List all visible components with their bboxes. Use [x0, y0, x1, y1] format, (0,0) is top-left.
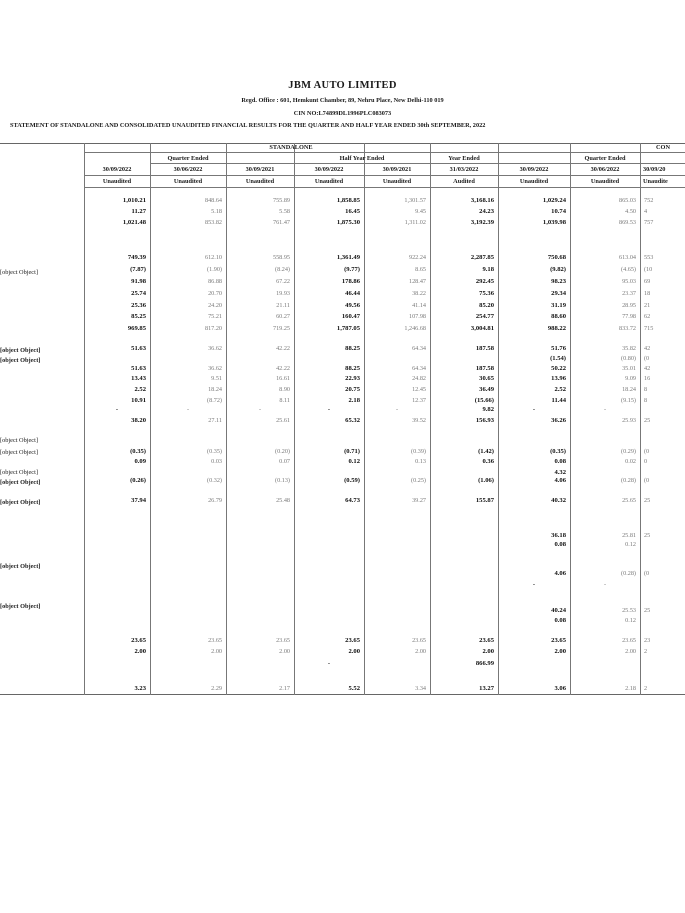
- table-cell: (0.25): [411, 477, 426, 484]
- table-cell: 23.65: [131, 637, 146, 644]
- table-cell: 8: [644, 386, 648, 393]
- table-cell: 8.65: [415, 266, 426, 273]
- table-cell: (1.90): [207, 266, 222, 273]
- table-cell: 51.76: [551, 345, 566, 352]
- table-cell: 10.91: [131, 397, 146, 404]
- cin-number: CIN NO:L74899DL1996PLC083073: [293, 110, 392, 117]
- table-cell: 750.68: [547, 254, 566, 261]
- column-divider: [226, 143, 227, 695]
- table-cell: (0.13): [275, 477, 290, 484]
- table-cell: 9.09: [625, 375, 636, 382]
- table-cell: 0.08: [554, 541, 566, 548]
- table-cell: 85.20: [479, 302, 494, 309]
- table-cell: (0: [644, 477, 650, 484]
- table-cell: 13.43: [131, 375, 146, 382]
- table-cell: 23.65: [276, 637, 290, 644]
- table-cell: 40.32: [551, 497, 566, 504]
- row-label: [object Object]: [0, 269, 38, 276]
- table-cell: 36.26: [551, 417, 566, 424]
- table-cell: 12.45: [412, 386, 426, 393]
- table-cell: 5.52: [348, 685, 360, 692]
- table-cell: 18.24: [208, 386, 222, 393]
- table-cell: (0: [644, 448, 650, 455]
- table-cell: (9.82): [550, 266, 566, 273]
- table-cell: 77.98: [622, 313, 636, 320]
- table-cell: 1,010.21: [122, 197, 146, 204]
- table-cell: 9.82: [482, 406, 494, 413]
- table-cell: 20.70: [208, 290, 222, 297]
- table-cell: 2.52: [134, 386, 146, 393]
- table-cell: 2.29: [211, 685, 222, 692]
- registered-office: Regd. Office : 601, Hemkunt Chamber, 89, Nehru Place, New Delhi-110 019: [241, 97, 444, 104]
- table-cell: 65.32: [345, 417, 360, 424]
- table-cell: 35.82: [622, 345, 636, 352]
- table-cell: 0.36: [482, 458, 494, 465]
- table-cell: 848.64: [204, 197, 222, 204]
- table-cell: 4: [644, 208, 648, 215]
- table-cell: 42: [644, 365, 651, 372]
- table-cell: 11.44: [551, 397, 566, 404]
- date-header: 30/09/2022: [314, 166, 344, 173]
- table-cell: 749.39: [127, 254, 146, 261]
- table-cell: 25: [644, 532, 651, 539]
- column-divider: [84, 143, 85, 695]
- table-cell: -: [603, 406, 607, 413]
- table-cell: 922.24: [408, 254, 426, 261]
- table-cell: 86.88: [208, 278, 222, 285]
- row-label: [object Object]: [0, 499, 41, 506]
- date-header: 30/06/2022: [173, 166, 203, 173]
- table-cell: 865.03: [618, 197, 636, 204]
- table-cell: 51.63: [131, 365, 146, 372]
- table-cell: (0.59): [344, 477, 360, 484]
- status-header: Unaudited: [173, 178, 203, 185]
- date-header: 31/03/2022: [449, 166, 479, 173]
- table-cell: 64.34: [412, 345, 426, 352]
- table-cell: 9.51: [211, 375, 222, 382]
- header-rule: [84, 175, 685, 176]
- table-cell: 2.00: [279, 648, 290, 655]
- table-cell: 2.00: [415, 648, 426, 655]
- table-cell: 42: [644, 345, 651, 352]
- row-label: [object Object]: [0, 437, 38, 444]
- table-cell: 42.22: [276, 365, 290, 372]
- table-cell: (8.24): [275, 266, 290, 273]
- table-cell: 155.87: [475, 497, 494, 504]
- table-cell: 16.61: [276, 375, 290, 382]
- table-cell: 60.27: [276, 313, 290, 320]
- table-cell: (0.29): [621, 448, 636, 455]
- table-cell: 0.02: [625, 458, 636, 465]
- table-cell: 64.34: [412, 365, 426, 372]
- table-cell: 156.93: [475, 417, 494, 424]
- date-header: 30/09/2021: [245, 166, 275, 173]
- status-header: Unaudited: [519, 178, 549, 185]
- table-cell: 1,311.02: [404, 219, 426, 226]
- table-cell: 757: [644, 219, 654, 226]
- table-cell: -: [115, 406, 119, 413]
- table-cell: 51.63: [131, 345, 146, 352]
- table-cell: 0.08: [554, 458, 566, 465]
- table-cell: (0: [644, 570, 650, 577]
- status-header: Unaudited: [314, 178, 344, 185]
- table-cell: 2.18: [348, 397, 360, 404]
- table-cell: 0: [644, 458, 648, 465]
- table-cell: 1,246.68: [404, 325, 426, 332]
- table-cell: 0.12: [625, 541, 636, 548]
- table-cell: 18: [644, 290, 651, 297]
- table-cell: 128.47: [408, 278, 426, 285]
- row-label: [object Object]: [0, 479, 41, 486]
- date-header: 30/09/2021: [382, 166, 412, 173]
- company-name: JBM AUTO LIMITED: [288, 80, 397, 91]
- table-cell: 160.47: [341, 313, 360, 320]
- table-cell: (0.28): [621, 477, 636, 484]
- table-cell: 75.21: [208, 313, 222, 320]
- table-cell: 25.36: [131, 302, 146, 309]
- table-cell: 1,787.05: [336, 325, 360, 332]
- table-cell: 558.95: [272, 254, 290, 261]
- consolidated-heading: CON: [656, 144, 670, 151]
- table-cell: 2.00: [482, 648, 494, 655]
- table-cell: 1,021.48: [122, 219, 146, 226]
- table-cell: 187.58: [475, 345, 494, 352]
- table-cell: 88.60: [551, 313, 566, 320]
- table-cell: 869.53: [618, 219, 636, 226]
- table-cell: 2.00: [554, 648, 566, 655]
- table-cell: (0.35): [550, 448, 566, 455]
- table-cell: 853.82: [204, 219, 222, 226]
- table-cell: (0.35): [207, 448, 222, 455]
- group-half-year-ended: Half Year Ended: [339, 155, 385, 162]
- table-cell: (0.35): [130, 448, 146, 455]
- table-cell: -: [258, 406, 262, 413]
- table-cell: 25.93: [622, 417, 636, 424]
- table-cell: 69: [644, 278, 651, 285]
- table-cell: 2.18: [625, 685, 636, 692]
- table-cell: 9.18: [482, 266, 494, 273]
- table-cell: 969.85: [127, 325, 146, 332]
- table-cell: 0.13: [415, 458, 426, 465]
- table-cell: 38.20: [131, 417, 146, 424]
- table-cell: 2.00: [134, 648, 146, 655]
- date-header: 30/09/2022: [102, 166, 132, 173]
- table-cell: 30.65: [479, 375, 494, 382]
- table-cell: 4.50: [625, 208, 636, 215]
- table-cell: 36.18: [551, 532, 566, 539]
- row-label: [object Object]: [0, 449, 38, 456]
- table-cell: (1.06): [478, 477, 494, 484]
- table-cell: 1,361.49: [336, 254, 360, 261]
- status-header: Audited: [453, 178, 475, 185]
- table-cell: 26.79: [208, 497, 222, 504]
- table-cell: 23: [644, 637, 651, 644]
- table-cell: 2.00: [211, 648, 222, 655]
- table-cell: 10.74: [551, 208, 566, 215]
- table-cell: 988.22: [547, 325, 566, 332]
- table-cell: 64.73: [345, 497, 360, 504]
- table-cell: 755.89: [272, 197, 290, 204]
- table-cell: 40.24: [551, 607, 566, 614]
- table-bottom-border: [0, 694, 685, 695]
- table-cell: 0.07: [279, 458, 290, 465]
- table-cell: 35.01: [622, 365, 636, 372]
- status-header: Unaudited: [382, 178, 412, 185]
- date-header: 30/09/20: [643, 166, 666, 173]
- table-cell: 4.06: [554, 570, 566, 577]
- table-cell: 4.06: [554, 477, 566, 484]
- table-cell: 50.22: [551, 365, 566, 372]
- table-cell: 1,029.24: [542, 197, 566, 204]
- row-label: [object Object]: [0, 603, 41, 610]
- table-cell: 254.77: [475, 313, 494, 320]
- table-cell: -: [532, 581, 536, 588]
- table-cell: 13.27: [479, 685, 494, 692]
- table-cell: 28.95: [622, 302, 636, 309]
- table-cell: 91.98: [131, 278, 146, 285]
- table-cell: 24.82: [412, 375, 426, 382]
- table-cell: 16: [644, 375, 651, 382]
- table-cell: (0.32): [207, 477, 222, 484]
- table-cell: 36.62: [208, 345, 222, 352]
- table-cell: 292.45: [475, 278, 494, 285]
- table-cell: 23.65: [551, 637, 566, 644]
- table-cell: 37.94: [131, 497, 146, 504]
- table-cell: 553: [644, 254, 654, 261]
- header-rule: [150, 163, 685, 164]
- table-cell: 178.86: [341, 278, 360, 285]
- column-divider: [640, 143, 641, 695]
- table-cell: 39.27: [412, 497, 426, 504]
- table-cell: (4.65): [621, 266, 636, 273]
- table-cell: -: [532, 406, 536, 413]
- status-header: Unaudited: [102, 178, 132, 185]
- table-cell: 27.11: [208, 417, 222, 424]
- table-cell: (0.20): [275, 448, 290, 455]
- table-cell: 9.45: [415, 208, 426, 215]
- date-header: 30/09/2022: [519, 166, 549, 173]
- table-cell: 19.93: [276, 290, 290, 297]
- table-cell: (15.66): [474, 397, 494, 404]
- table-cell: 8.11: [279, 397, 290, 404]
- table-cell: 107.98: [408, 313, 426, 320]
- table-cell: 42.22: [276, 345, 290, 352]
- table-cell: 36.62: [208, 365, 222, 372]
- table-cell: (0: [644, 355, 650, 362]
- table-cell: 46.44: [345, 290, 360, 297]
- table-cell: 3.06: [554, 685, 566, 692]
- table-cell: 62: [644, 313, 651, 320]
- status-header: Unaudite: [643, 178, 668, 185]
- table-cell: 2.00: [625, 648, 636, 655]
- group-quarter-ended-consolidated: Quarter Ended: [584, 155, 626, 162]
- table-cell: 23.65: [622, 637, 636, 644]
- table-cell: 98.23: [551, 278, 566, 285]
- table-cell: 2,287.85: [470, 254, 494, 261]
- table-cell: (9.15): [621, 397, 636, 404]
- table-cell: 3.23: [134, 685, 146, 692]
- table-cell: 719.25: [272, 325, 290, 332]
- table-cell: (10: [644, 266, 653, 273]
- table-cell: (1.54): [550, 355, 566, 362]
- table-cell: 0.08: [554, 617, 566, 624]
- table-cell: 41.14: [412, 302, 426, 309]
- table-cell: 22.93: [345, 375, 360, 382]
- table-cell: -: [603, 581, 607, 588]
- column-divider: [364, 143, 365, 695]
- table-cell: 3,192.39: [470, 219, 494, 226]
- table-cell: 24.23: [479, 208, 494, 215]
- table-cell: 0.12: [348, 458, 360, 465]
- table-cell: -: [327, 660, 331, 667]
- table-cell: 16.45: [345, 208, 360, 215]
- status-header: Unaudited: [245, 178, 275, 185]
- table-cell: 25: [644, 417, 651, 424]
- table-cell: (7.87): [130, 266, 146, 273]
- table-cell: 1,039.98: [542, 219, 566, 226]
- row-label: [object Object]: [0, 357, 41, 364]
- table-cell: 39.52: [412, 417, 426, 424]
- table-cell: 8.90: [279, 386, 290, 393]
- table-cell: 23.65: [345, 637, 360, 644]
- table-cell: 23.65: [479, 637, 494, 644]
- table-cell: 3,168.16: [470, 197, 494, 204]
- table-cell: 25.65: [622, 497, 636, 504]
- table-cell: (8.72): [207, 397, 222, 404]
- table-cell: 18.24: [622, 386, 636, 393]
- column-divider: [430, 143, 431, 695]
- table-cell: 88.25: [345, 365, 360, 372]
- table-cell: 25.53: [622, 607, 636, 614]
- table-cell: 21: [644, 302, 651, 309]
- table-cell: (1.42): [478, 448, 494, 455]
- table-cell: 715: [644, 325, 654, 332]
- table-cell: (0.71): [344, 448, 360, 455]
- table-cell: 833.72: [618, 325, 636, 332]
- table-cell: 1,858.85: [336, 197, 360, 204]
- table-cell: 4.32: [554, 469, 566, 476]
- table-cell: (0.26): [130, 477, 146, 484]
- table-cell: 11.27: [131, 208, 146, 215]
- group-quarter-ended: Quarter Ended: [167, 155, 209, 162]
- table-cell: 95.03: [622, 278, 636, 285]
- results-table: [0, 143, 685, 695]
- table-cell: 2: [644, 648, 648, 655]
- header-rule: [84, 187, 685, 188]
- table-cell: 67.22: [276, 278, 290, 285]
- table-cell: 613.04: [618, 254, 636, 261]
- table-cell: 25.61: [276, 417, 290, 424]
- table-cell: -: [327, 406, 331, 413]
- table-cell: 25.74: [131, 290, 146, 297]
- table-cell: 25: [644, 497, 651, 504]
- table-cell: 2.00: [348, 648, 360, 655]
- table-cell: 20.75: [345, 386, 360, 393]
- table-cell: 1,301.57: [404, 197, 426, 204]
- date-header: 30/06/2022: [590, 166, 620, 173]
- table-cell: 13.96: [551, 375, 566, 382]
- column-divider: [498, 143, 499, 695]
- column-divider: [150, 143, 151, 695]
- table-cell: -: [395, 406, 399, 413]
- header-rule: [84, 152, 685, 153]
- table-cell: 2.17: [279, 685, 290, 692]
- table-cell: 31.19: [551, 302, 566, 309]
- table-cell: 88.25: [345, 345, 360, 352]
- table-cell: 85.25: [131, 313, 146, 320]
- table-cell: 0.09: [134, 458, 146, 465]
- table-cell: 2.52: [554, 386, 566, 393]
- row-label: [object Object]: [0, 469, 38, 476]
- table-cell: (0.39): [411, 448, 426, 455]
- table-cell: 23.65: [412, 637, 426, 644]
- table-cell: 3,004.81: [470, 325, 494, 332]
- column-divider: [570, 143, 571, 695]
- table-cell: 23.65: [208, 637, 222, 644]
- table-cell: -: [186, 406, 190, 413]
- table-cell: 12.37: [412, 397, 426, 404]
- table-cell: 25.81: [622, 532, 636, 539]
- column-divider: [294, 143, 295, 695]
- table-cell: (0.28): [621, 570, 636, 577]
- statement-title: STATEMENT OF STANDALONE AND CONSOLIDATED UNAUDITED FINANCIAL RESULTS FOR THE QUARTER AND HALF YEAR ENDED 30th SEPTEMBER, 2022: [10, 122, 486, 129]
- status-header: Unaudited: [590, 178, 620, 185]
- table-cell: 761.47: [272, 219, 290, 226]
- table-cell: 0.03: [211, 458, 222, 465]
- table-cell: (0.80): [621, 355, 636, 362]
- table-cell: 36.49: [479, 386, 494, 393]
- table-cell: 817.20: [204, 325, 222, 332]
- table-cell: 866.99: [475, 660, 494, 667]
- table-cell: 75.36: [479, 290, 494, 297]
- table-cell: 612.10: [204, 254, 222, 261]
- table-cell: 8: [644, 397, 648, 404]
- table-cell: 38.22: [412, 290, 426, 297]
- table-cell: 1,875.30: [336, 219, 360, 226]
- table-cell: 21.11: [276, 302, 290, 309]
- group-year-ended: Year Ended: [448, 155, 480, 162]
- table-cell: 49.56: [345, 302, 360, 309]
- table-cell: 24.20: [208, 302, 222, 309]
- table-cell: 187.58: [475, 365, 494, 372]
- table-cell: 0.12: [625, 617, 636, 624]
- table-cell: 2: [644, 685, 648, 692]
- table-cell: 5.18: [211, 208, 222, 215]
- table-cell: 25: [644, 607, 651, 614]
- table-cell: 23.37: [622, 290, 636, 297]
- table-cell: 752: [644, 197, 654, 204]
- row-label: [object Object]: [0, 347, 41, 354]
- table-cell: 25.48: [276, 497, 290, 504]
- row-label: [object Object]: [0, 563, 41, 570]
- standalone-heading: STANDALONE: [269, 144, 313, 151]
- table-cell: 3.34: [415, 685, 426, 692]
- table-cell: (9.77): [344, 266, 360, 273]
- table-cell: 29.34: [551, 290, 566, 297]
- table-cell: 5.58: [279, 208, 290, 215]
